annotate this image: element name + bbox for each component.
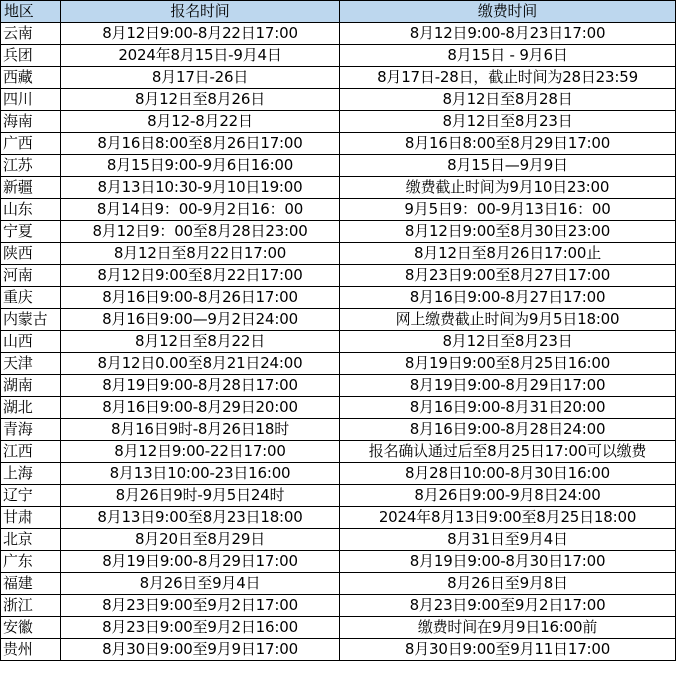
table-row (1, 23, 676, 45)
payment-time-cell[interactable]: 8月19日9:00-8月30日17:00 (340, 551, 676, 573)
payment-time-cell[interactable]: 缴费截止时间为9月10日23:00 (340, 177, 676, 199)
registration-time-cell[interactable]: 8月16日9:00-8月26日17:00 (61, 287, 340, 309)
region-cell[interactable]: 河南 (1, 265, 61, 287)
registration-time-cell[interactable]: 8月23日9:00至9月2日16:00 (61, 617, 340, 639)
table-row (1, 177, 676, 199)
registration-time-cell[interactable]: 8月17日-26日 (61, 67, 340, 89)
payment-time-cell[interactable]: 8月23日9:00至8月27日17:00 (340, 265, 676, 287)
payment-time-cell[interactable]: 8月12日至8月23日 (340, 111, 676, 133)
table-row (1, 67, 676, 89)
payment-time-cell[interactable]: 8月12日至8月28日 (340, 89, 676, 111)
registration-time-cell[interactable]: 8月12日9:00-8月22日17:00 (61, 23, 340, 45)
table-row (1, 463, 676, 485)
payment-time-cell[interactable]: 2024年8月13日9:00至8月25日18:00 (340, 507, 676, 529)
region-cell[interactable]: 湖南 (1, 375, 61, 397)
registration-time-cell[interactable]: 8月16日8:00至8月26日17:00 (61, 133, 340, 155)
payment-time-cell[interactable]: 8月12日至8月23日 (340, 331, 676, 353)
registration-time-cell[interactable]: 8月13日10:00-23日16:00 (61, 463, 340, 485)
payment-time-cell[interactable]: 报名确认通过后至8月25日17:00可以缴费 (340, 441, 676, 463)
table-row (1, 155, 676, 177)
payment-time-cell[interactable]: 8月30日9:00至9月11日17:00 (340, 639, 676, 661)
registration-time-cell[interactable]: 8月23日9:00至9月2日17:00 (61, 595, 340, 617)
region-cell[interactable]: 山西 (1, 331, 61, 353)
payment-time-cell[interactable]: 8月19日9:00至8月25日16:00 (340, 353, 676, 375)
payment-time-cell[interactable]: 8月16日8:00至8月29日17:00 (340, 133, 676, 155)
table-row (1, 639, 676, 661)
region-cell[interactable]: 浙江 (1, 595, 61, 617)
region-cell[interactable]: 江西 (1, 441, 61, 463)
registration-time-cell[interactable]: 8月12日至8月22日17:00 (61, 243, 340, 265)
table-row (1, 111, 676, 133)
payment-time-cell[interactable]: 8月26日至9月8日 (340, 573, 676, 595)
table-body (1, 23, 676, 661)
payment-time-cell[interactable]: 8月17日-28日，截止时间为28日23:59 (340, 67, 676, 89)
registration-time-cell[interactable]: 8月12日9:00至8月22日17:00 (61, 265, 340, 287)
region-cell[interactable]: 云南 (1, 23, 61, 45)
region-cell[interactable]: 山东 (1, 199, 61, 221)
region-cell[interactable]: 西藏 (1, 67, 61, 89)
registration-time-cell[interactable]: 8月19日9:00-8月29日17:00 (61, 551, 340, 573)
registration-time-cell[interactable]: 8月15日9:00-9月6日16:00 (61, 155, 340, 177)
registration-time-cell[interactable]: 8月12日0.00至8月21日24:00 (61, 353, 340, 375)
registration-time-cell[interactable]: 8月20日至8月29日 (61, 529, 340, 551)
registration-time-cell[interactable]: 8月30日9:00至9月9日17:00 (61, 639, 340, 661)
registration-time-cell[interactable]: 8月13日10:30-9月10日19:00 (61, 177, 340, 199)
table-row (1, 287, 676, 309)
table-row (1, 309, 676, 331)
table-row (1, 485, 676, 507)
table-row (1, 45, 676, 67)
table-row (1, 133, 676, 155)
payment-time-cell[interactable]: 8月12日9:00至8月30日23:00 (340, 221, 676, 243)
registration-time-cell[interactable]: 8月13日9:00至8月23日18:00 (61, 507, 340, 529)
registration-time-cell[interactable]: 8月12日至8月26日 (61, 89, 340, 111)
payment-time-cell[interactable]: 网上缴费截止时间为9月5日18:00 (340, 309, 676, 331)
table-row (1, 595, 676, 617)
table-row (1, 243, 676, 265)
region-cell[interactable]: 重庆 (1, 287, 61, 309)
payment-time-cell[interactable]: 8月26日9:00-9月8日24:00 (340, 485, 676, 507)
table-row (1, 617, 676, 639)
table-row (1, 375, 676, 397)
registration-time-cell[interactable]: 8月26日9时-9月5日24时 (61, 485, 340, 507)
region-cell[interactable]: 甘肃 (1, 507, 61, 529)
registration-time-cell[interactable]: 8月16日9:00—9月2日24:00 (61, 309, 340, 331)
region-cell[interactable]: 宁夏 (1, 221, 61, 243)
region-cell[interactable]: 广西 (1, 133, 61, 155)
table-row (1, 529, 676, 551)
payment-time-cell[interactable]: 8月16日9:00-8月27日17:00 (340, 287, 676, 309)
region-cell[interactable]: 安徽 (1, 617, 61, 639)
payment-time-cell[interactable]: 缴费时间在9月9日16:00前 (340, 617, 676, 639)
registration-time-cell[interactable]: 8月26日至9月4日 (61, 573, 340, 595)
column-header-region[interactable]: 地区 (1, 1, 61, 23)
region-cell[interactable]: 新疆 (1, 177, 61, 199)
region-cell[interactable]: 辽宁 (1, 485, 61, 507)
column-header-payment[interactable]: 缴费时间 (340, 1, 676, 23)
table-row (1, 331, 676, 353)
registration-time-cell[interactable]: 8月16日9:00-8月29日20:00 (61, 397, 340, 419)
payment-time-cell[interactable]: 8月15日 - 9月6日 (340, 45, 676, 67)
region-cell[interactable]: 贵州 (1, 639, 61, 661)
region-cell[interactable]: 湖北 (1, 397, 61, 419)
table-row (1, 265, 676, 287)
payment-time-cell[interactable]: 8月23日9:00至9月2日17:00 (340, 595, 676, 617)
region-cell[interactable]: 北京 (1, 529, 61, 551)
table-row (1, 507, 676, 529)
table-row (1, 353, 676, 375)
registration-time-cell[interactable]: 2024年8月15日-9月4日 (61, 45, 340, 67)
registration-time-cell[interactable]: 8月12日至8月22日 (61, 331, 340, 353)
table-row (1, 397, 676, 419)
table-row (1, 441, 676, 463)
table-row (1, 199, 676, 221)
region-cell[interactable]: 广东 (1, 551, 61, 573)
table-row (1, 551, 676, 573)
payment-time-cell[interactable]: 8月16日9:00-8月31日20:00 (340, 397, 676, 419)
region-cell[interactable]: 青海 (1, 419, 61, 441)
region-cell[interactable]: 陕西 (1, 243, 61, 265)
registration-time-cell[interactable]: 8月14日9：00-9月2日16：00 (61, 199, 340, 221)
payment-time-cell[interactable]: 8月15日—9月9日 (340, 155, 676, 177)
region-cell[interactable]: 四川 (1, 89, 61, 111)
payment-time-cell[interactable]: 8月28日10:00-8月30日16:00 (340, 463, 676, 485)
payment-time-cell[interactable]: 8月31日至9月4日 (340, 529, 676, 551)
region-cell[interactable]: 福建 (1, 573, 61, 595)
registration-time-cell[interactable]: 8月12日9：00至8月28日23:00 (61, 221, 340, 243)
table-row (1, 221, 676, 243)
column-header-registration[interactable]: 报名时间 (61, 1, 340, 23)
payment-time-cell[interactable]: 8月12日9:00-8月23日17:00 (340, 23, 676, 45)
registration-time-cell[interactable]: 8月16日9时-8月26日18时 (61, 419, 340, 441)
registration-time-cell[interactable]: 8月12-8月22日 (61, 111, 340, 133)
region-cell[interactable]: 江苏 (1, 155, 61, 177)
table-header (1, 1, 676, 23)
region-cell[interactable]: 海南 (1, 111, 61, 133)
header-row (1, 1, 676, 23)
region-cell[interactable]: 兵团 (1, 45, 61, 67)
table-row (1, 573, 676, 595)
registration-time-cell[interactable]: 8月19日9:00-8月28日17:00 (61, 375, 340, 397)
payment-time-cell[interactable]: 8月12日至8月26日17:00止 (340, 243, 676, 265)
registration-time-cell[interactable]: 8月12日9:00-22日17:00 (61, 441, 340, 463)
region-cell[interactable]: 天津 (1, 353, 61, 375)
payment-time-cell[interactable]: 8月19日9:00-8月29日17:00 (340, 375, 676, 397)
region-cell[interactable]: 内蒙古 (1, 309, 61, 331)
table-row (1, 419, 676, 441)
payment-time-cell[interactable]: 9月5日9：00-9月13日16：00 (340, 199, 676, 221)
payment-time-cell[interactable]: 8月16日9:00-8月28日24:00 (340, 419, 676, 441)
region-cell[interactable]: 上海 (1, 463, 61, 485)
table-row (1, 89, 676, 111)
